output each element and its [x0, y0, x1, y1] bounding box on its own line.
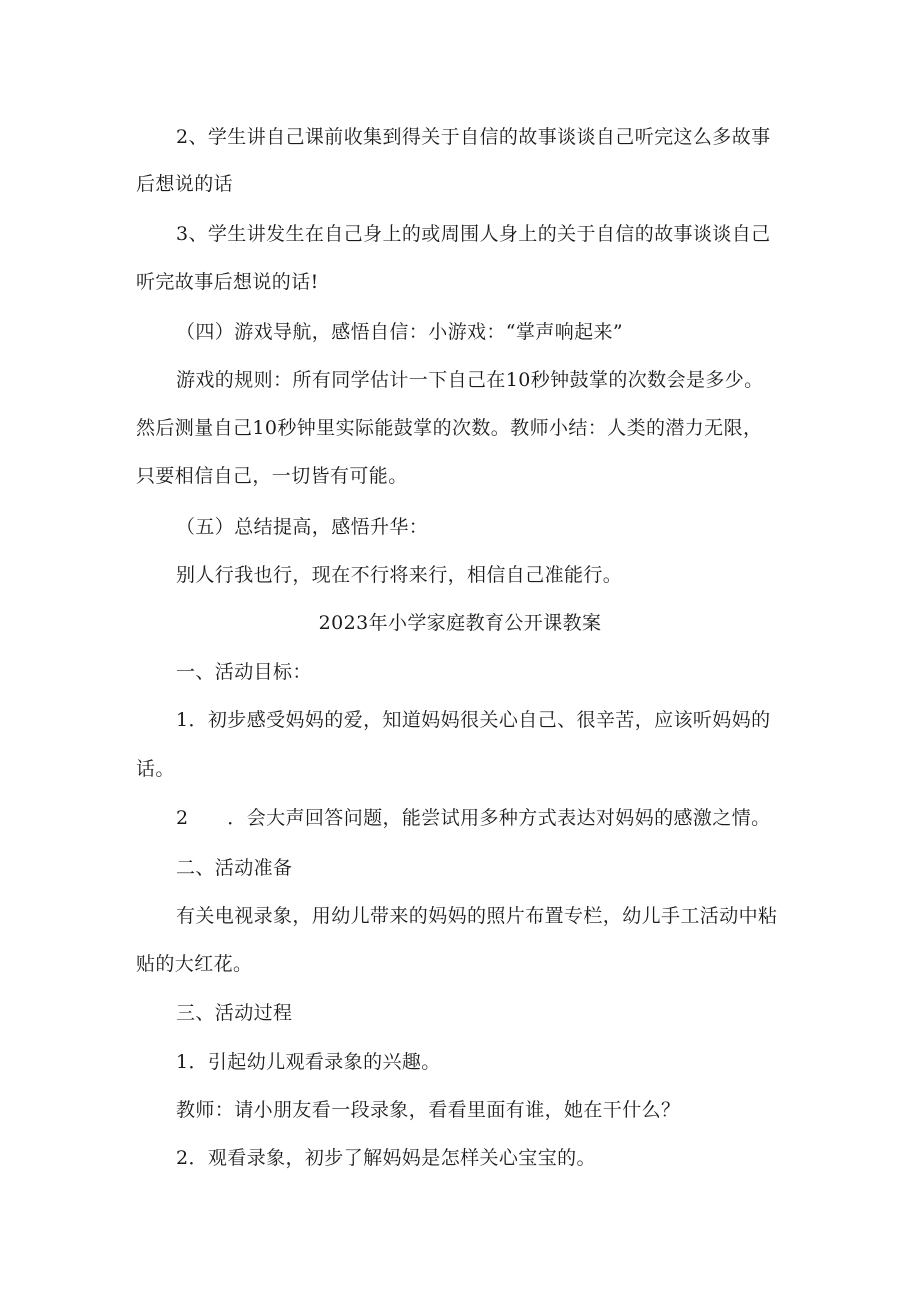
- document-title: 2023年小学家庭教育公开课教案: [318, 612, 602, 634]
- section-heading: 一、活动目标：: [176, 661, 312, 683]
- section-heading: （五）总结提高，感悟升华：: [176, 516, 429, 538]
- section-heading: （四）游戏导航，感悟自信：小游戏：“掌声响起来”: [176, 321, 624, 343]
- paragraph-line: 教师：请小朋友看一段录象，看看里面有谁，她在干什么？: [176, 1099, 681, 1121]
- paragraph-line: 话。: [136, 758, 175, 780]
- list-item: 2．观看录象，初步了解妈妈是怎样关心宝宝的。: [176, 1147, 596, 1169]
- paragraph-line: 3、学生讲发生在自己身上的或周围人身上的关于自信的故事谈谈自己: [176, 223, 771, 245]
- section-heading: 三、活动过程: [176, 1002, 293, 1024]
- paragraph-line: 听完故事后想说的话!: [136, 271, 319, 293]
- section-heading: 二、活动准备: [176, 857, 293, 879]
- paragraph-line: 有关电视录象，用幼儿带来的妈妈的照片布置专栏，幼儿手工活动中粘: [176, 905, 778, 927]
- paragraph-line: 2、学生讲自己课前收集到得关于自信的故事谈谈自己听完这么多故事: [176, 126, 771, 148]
- paragraph-line: 只要相信自己，一切皆有可能。: [136, 465, 408, 487]
- paragraph-line: 游戏的规则：所有同学估计一下自己在10秒钟鼓掌的次数会是多少。: [176, 369, 764, 391]
- list-item: 1．引起幼儿观看录象的兴趣。: [176, 1051, 441, 1073]
- paragraph-line: 别人行我也行，现在不行将来行，相信自己准能行。: [176, 564, 623, 586]
- paragraph-line: 后想说的话: [136, 173, 234, 195]
- list-item: 2 ．会大声回答问题，能尝试用多种方式表达对妈妈的感激之情。: [176, 807, 771, 829]
- paragraph-line: 贴的大红花。: [136, 953, 253, 975]
- paragraph-line: 然后测量自己10秒钟里实际能鼓掌的次数。教师小结：人类的潜力无限，: [136, 417, 763, 439]
- list-item: 1．初步感受妈妈的爱，知道妈妈很关心自己、很辛苦，应该听妈妈的: [176, 709, 771, 731]
